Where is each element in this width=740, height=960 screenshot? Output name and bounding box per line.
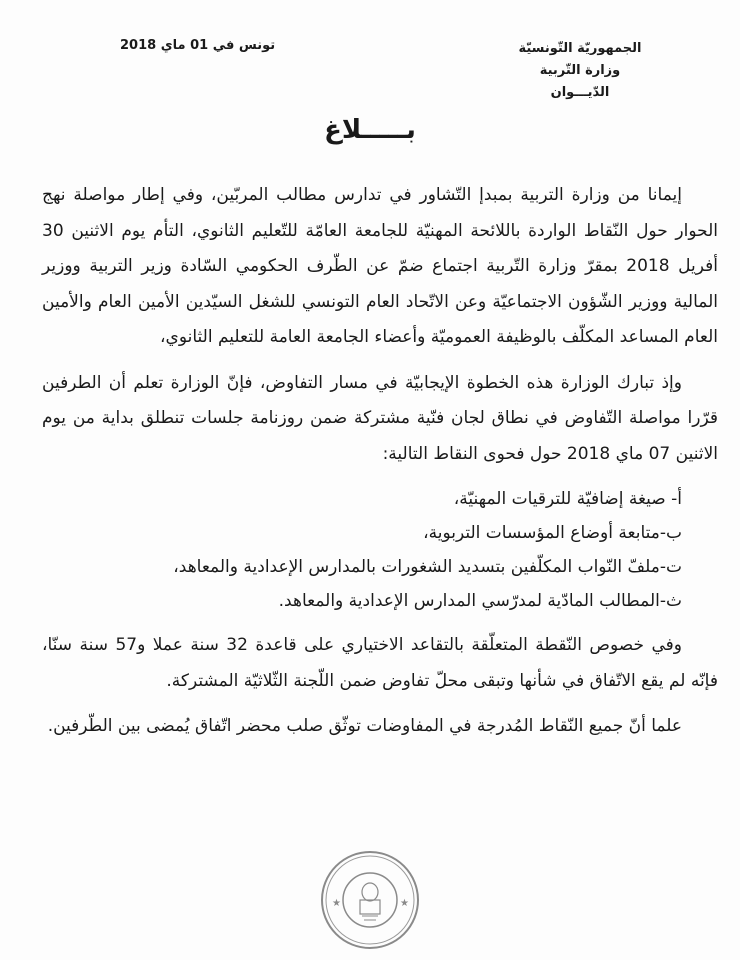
issuer-cabinet: الدّيـــوان <box>550 85 610 100</box>
list-item: ب-متابعة أوضاع المؤسسات التربوية، <box>423 523 682 543</box>
issuer-ministry: وزارة التّربية <box>539 63 621 78</box>
points-list <box>42 482 718 618</box>
place-date: تونس في 01 ماي 2018 <box>120 38 276 53</box>
list-item: ث-المطالب المادّية لمدرّسي المدارس الإعدادية والمعاهد. <box>278 591 682 611</box>
official-stamp-icon <box>318 848 422 952</box>
svg-text:★: ★ <box>400 898 409 909</box>
list-item: أ- صيغة إضافيّة للترقيات المهنيّة، <box>453 489 682 509</box>
issuer-republic: الجمهوريّة التّونسيّة <box>518 41 642 56</box>
paragraph-retirement: وفي خصوص النّقطة المتعلّقة بالتقاعد الاختياري على قاعدة 32 سنة عملا و57 سنة سنّا، فإنّه لم يقع الاتّفاق في شأنها وتبقى محلّ تفاوض ضمن اللّجنة الثّلاثيّة المشتركة. <box>42 635 718 691</box>
svg-text:★: ★ <box>332 898 341 909</box>
issuer-header <box>490 38 670 104</box>
list-item: ت-ملفّ النّواب المكلّفين بتسديد الشغورات بالمدارس الإعدادية والمعاهد، <box>173 557 682 577</box>
document-title: بـــــلاغ <box>324 115 416 145</box>
paragraph-negotiation: وإذ تبارك الوزارة هذه الخطوة الإيجابيّة في مسار التفاوض، فإنّ الوزارة تعلم أن الطرفين قرّرا مواصلة التّفاوض في نطاق لجان فنّية مشتركة ضمن روزنامة جلسات تنطلق بداية من يوم الاثنين 07 ماي 2018 حول فحوى النقاط التالية: <box>42 372 718 464</box>
document-body <box>42 178 718 755</box>
paragraph-closing: علما أنّ جميع النّقاط المُدرجة في المفاوضات توثّق صلب محضر اتّفاق يُمضى بين الطّرفين. <box>47 716 682 736</box>
paragraph-intro: إيمانا من وزارة التربية بمبدإ التّشاور في تدارس مطالب المربّين، وفي إطار مواصلة نهج الحوار حول النّقاط الواردة باللائحة المهنيّة للجامعة العامّة للتّعليم الثانوي، التأم يوم الاثنين 30 أفريل 2018 بمقرّ وزارة التّربية اجتماع ضمّ عن الطّرف الحكومي السّادة وزير التربية ووزير المالية ووزير الشّؤون الاجتماعيّة وعن الاتّحاد العام التونسي للشغل السيّدين الأمين العام والأمين العام المساعد المكلّف بالوظيفة العموميّة وأعضاء الجامعة العامة للتعليم الثانوي، <box>42 185 718 347</box>
